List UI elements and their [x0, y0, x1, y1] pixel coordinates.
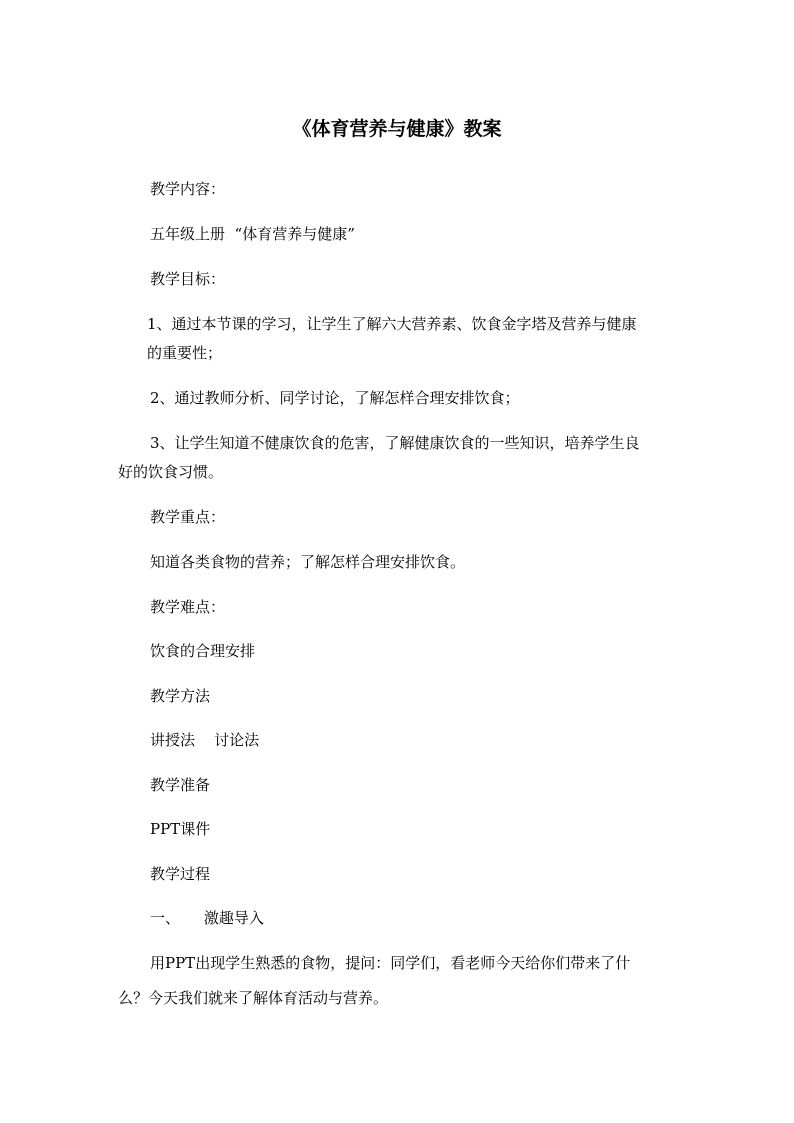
process-step-1-line-2: 么？今天我们就来了解体育活动与营养。	[118, 989, 389, 1007]
key-points-text: 知道各类食物的营养；了解怎样合理安排饮食。	[150, 553, 466, 571]
heading-methods: 教学方法	[150, 687, 211, 705]
difficulties-text: 饮食的合理安排	[150, 642, 256, 660]
objective-3-line-1: 3、让学生知道不健康饮食的危害，了解健康饮食的一些知识，培养学生良	[150, 434, 640, 452]
heading-content: 教学内容：	[150, 180, 226, 198]
process-step-1-line-1: 用PPT出现学生熟悉的食物，提问：同学们，看老师今天给你们带来了什	[150, 954, 631, 972]
objective-1-line-2: 的重要性；	[147, 344, 223, 362]
objective-3-line-2: 好的饮食习惯。	[118, 463, 224, 481]
heading-difficulties: 教学难点：	[150, 598, 226, 616]
methods-text: 讲授法 讨论法	[150, 731, 260, 749]
process-step-1-heading: 一、 激趣导入	[150, 909, 264, 927]
objective-1-line-1: 1、通过本节课的学习，让学生了解六大营养素、饮食金字塔及营养与健康	[147, 315, 637, 333]
page-title: 《体育营养与健康》教案	[292, 118, 502, 140]
heading-key-points: 教学重点：	[150, 508, 226, 526]
heading-preparation: 教学准备	[150, 776, 211, 794]
content-text: 五年级上册 “体育营养与健康”	[150, 225, 355, 243]
heading-process: 教学过程	[150, 865, 211, 883]
preparation-text: PPT课件	[150, 820, 211, 838]
objective-2: 2、通过教师分析、同学讨论，了解怎样合理安排饮食；	[150, 389, 520, 407]
heading-objectives: 教学目标：	[150, 270, 226, 288]
